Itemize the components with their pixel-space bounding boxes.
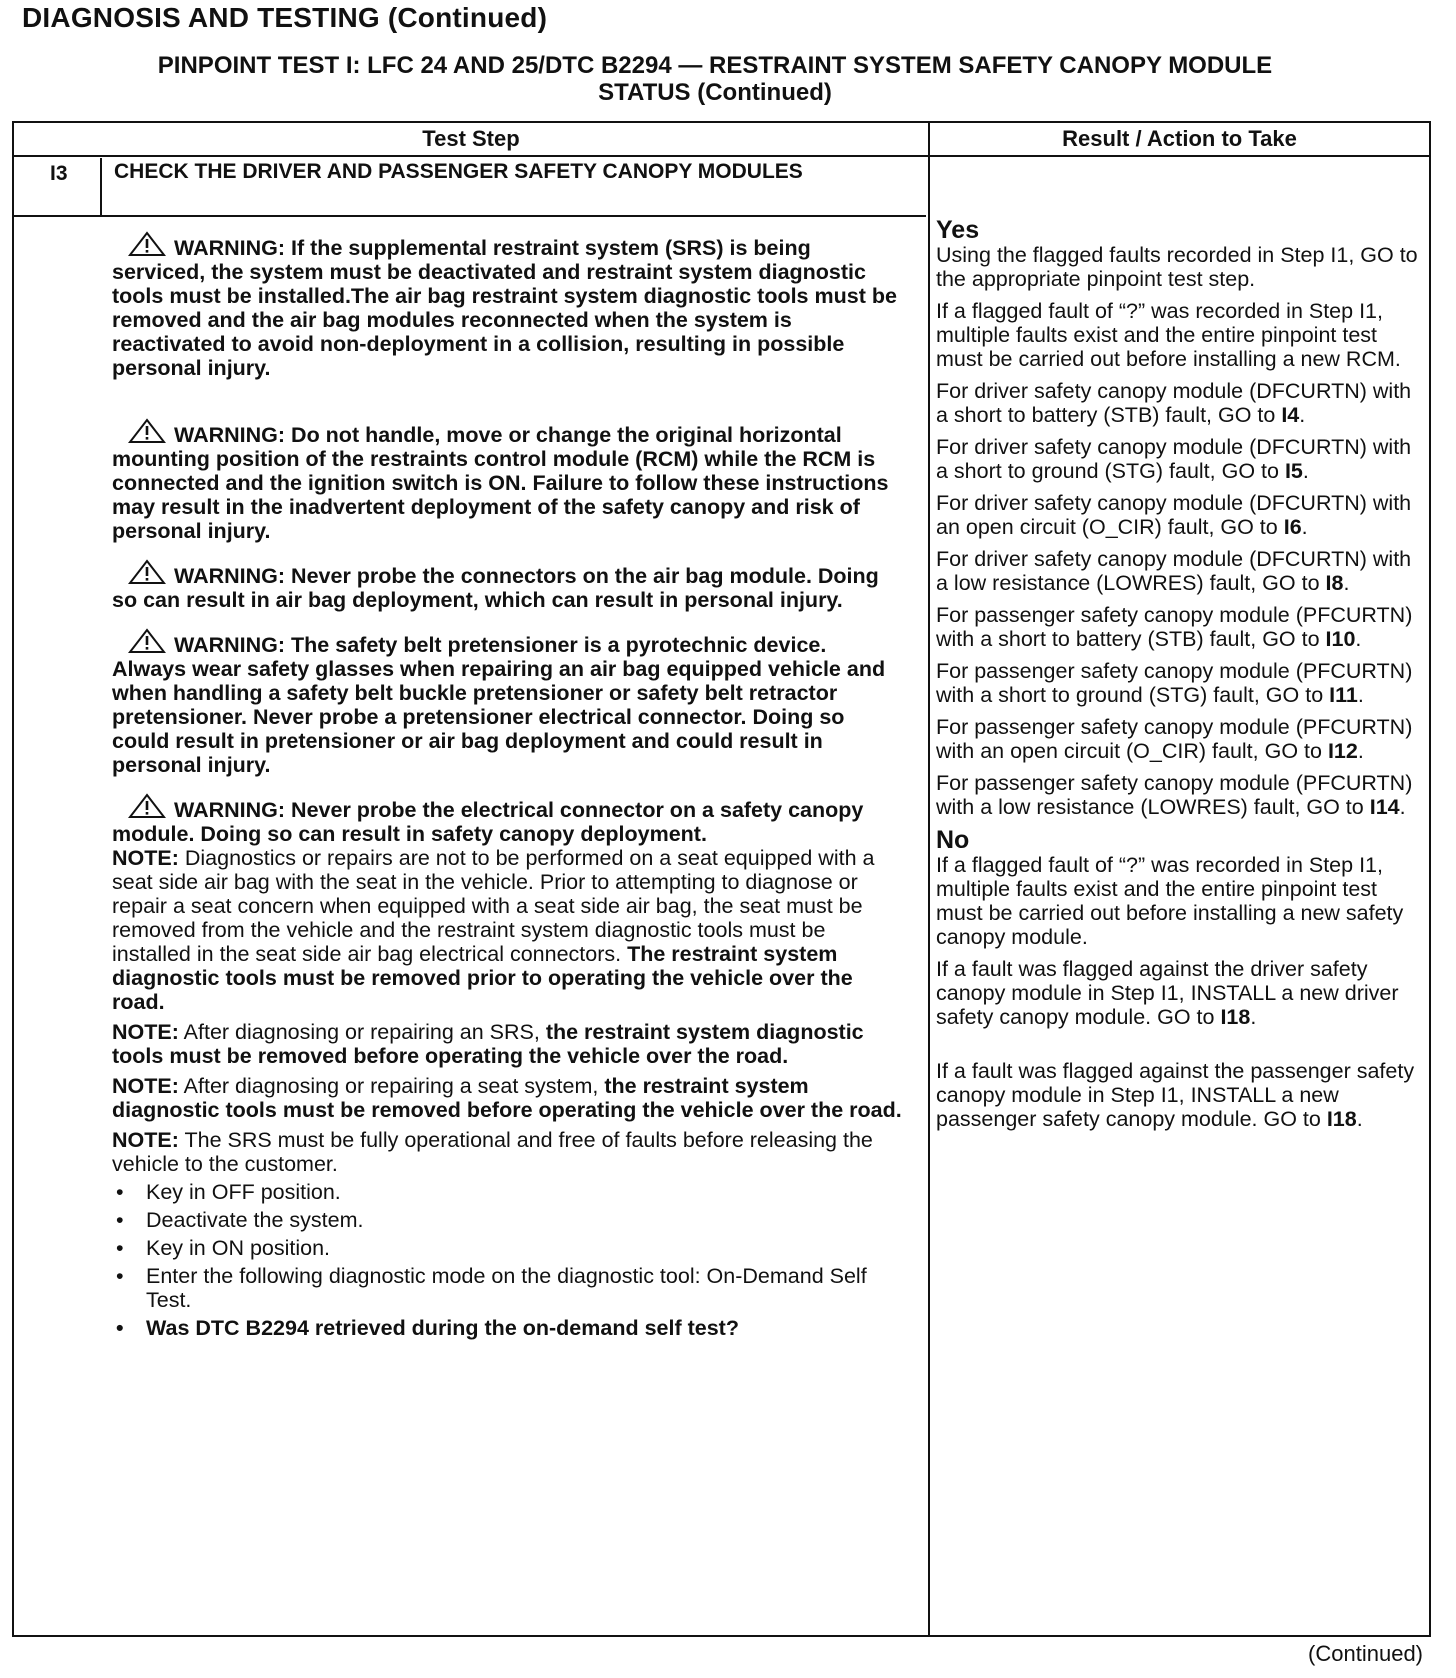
yes-action: For passenger safety canopy module (PFCURTN) with a short to ground (STG) fault, GO to I11. xyxy=(936,659,1413,707)
warning-triangle-icon xyxy=(128,418,166,444)
yes-action: For passenger safety canopy module (PFCURTN) with a short to battery (STB) fault, GO to I10. xyxy=(936,603,1413,651)
goto-step-link[interactable]: I6 xyxy=(1283,515,1302,539)
list-item: • Enter the following diagnostic mode on the diagnostic tool: On-Demand Self Test. xyxy=(112,1264,904,1312)
column-divider xyxy=(928,123,930,1635)
note-paragraph xyxy=(112,846,904,1014)
note-text: After diagnosing or repairing a seat system, xyxy=(178,1074,605,1098)
yes-action: For passenger safety canopy module (PFCURTN) with a low resistance (LOWRES) fault, GO to I14. xyxy=(936,771,1413,819)
warning-text: WARNING: Never probe the connectors on the air bag module. Doing so can result in air bag deployment, which can result in personal injury. xyxy=(112,564,879,612)
warning-triangle-icon xyxy=(128,231,166,257)
warning-text: WARNING: Never probe the electrical connector on a safety canopy module. Doing so can result in safety canopy deployment. xyxy=(112,798,864,846)
yes-action: For driver safety canopy module (DFCURTN) with an open circuit (O_CIR) fault, GO to I6. xyxy=(936,491,1412,539)
note-emphasis: The restraint system diagnostic tools must be removed prior to operating the vehicle over the road. xyxy=(112,942,853,1014)
action-text: For passenger safety canopy module (PFCURTN) with a short to battery (STB) fault, GO to xyxy=(936,603,1413,651)
header-row-divider xyxy=(14,155,1429,157)
goto-step-link[interactable]: I11 xyxy=(1329,683,1358,707)
warning-block xyxy=(112,418,904,543)
pinpoint-test-title-line2: STATUS (Continued) xyxy=(598,79,832,106)
col-header-test-step: Test Step xyxy=(422,126,520,151)
list-item: • Key in OFF position. xyxy=(112,1180,904,1204)
action-text: If a flagged fault of “?” was recorded in Step I1, multiple faults exist and the entire pinpoint test must be carried out before installing a new safety canopy module. xyxy=(936,853,1404,949)
action-text: For passenger safety canopy module (PFCURTN) with a low resistance (LOWRES) fault, GO to xyxy=(936,771,1413,819)
note-label: NOTE: xyxy=(112,1020,179,1044)
note-paragraph xyxy=(112,1074,904,1122)
warning-triangle-icon xyxy=(128,628,166,654)
goto-step-link[interactable]: I18 xyxy=(1220,1005,1251,1029)
note-label: NOTE: xyxy=(112,1074,179,1098)
warning-block xyxy=(112,793,904,846)
yes-action: For driver safety canopy module (DFCURTN) with a short to ground (STG) fault, GO to I5. xyxy=(936,435,1412,483)
note-text: The SRS must be fully operational and free of faults before releasing the vehicle to the customer. xyxy=(112,1128,873,1176)
list-item: • Key in ON position. xyxy=(112,1236,904,1260)
goto-step-link[interactable]: I10 xyxy=(1325,627,1356,651)
step-id: I3 xyxy=(14,158,102,215)
question-item: • Was DTC B2294 retrieved during the on-demand self test? xyxy=(112,1316,904,1340)
note-text: After diagnosing or repairing an SRS, xyxy=(178,1020,546,1044)
warning-block xyxy=(112,559,904,612)
no-action: If a fault was flagged against the passenger safety canopy module in Step I1, INSTALL a new passenger safety canopy module. GO to I18. xyxy=(936,1059,1415,1131)
no-action xyxy=(936,853,1426,949)
note-text: Diagnostics or repairs are not to be performed on a seat equipped with a seat side air bag with the seat in the vehicle. Prior to attempting to diagnose or repair a seat concern when equipped with a seat side air bag, the seat must be removed from the vehicle and the restraint system diagnostic tools must be installed in the seat side air bag electrical connectors. xyxy=(112,846,875,966)
section-title: DIAGNOSIS AND TESTING (Continued) xyxy=(22,2,548,33)
goto-step-link[interactable]: I4 xyxy=(1281,403,1300,427)
yes-action: For driver safety canopy module (DFCURTN) with a low resistance (LOWRES) fault, GO to I8. xyxy=(936,547,1412,595)
action-text: If a flagged fault of “?” was recorded in Step I1, multiple faults exist and the entire pinpoint test must be carried out before installing a new RCM. xyxy=(936,299,1401,371)
action-text: For driver safety canopy module (DFCURTN) with a short to battery (STB) fault, GO to xyxy=(936,379,1412,427)
goto-step-link[interactable]: I8 xyxy=(1325,571,1344,595)
note-label: NOTE: xyxy=(112,846,179,870)
warning-triangle-icon xyxy=(128,559,166,585)
list-item: • Deactivate the system. xyxy=(112,1208,904,1232)
pinpoint-test-title-line1: PINPOINT TEST I: LFC 24 AND 25/DTC B2294 — RESTRAINT SYSTEM SAFETY CANOPY MODULE xyxy=(157,52,1273,79)
note-paragraph xyxy=(112,1020,904,1068)
yes-label: Yes xyxy=(936,216,980,244)
action-text: For driver safety canopy module (DFCURTN) with a low resistance (LOWRES) fault, GO to xyxy=(936,547,1412,595)
action-text: For driver safety canopy module (DFCURTN) with an open circuit (O_CIR) fault, GO to xyxy=(936,491,1412,539)
goto-step-link[interactable]: I14 xyxy=(1369,795,1400,819)
action-text: For passenger safety canopy module (PFCURTN) with a short to ground (STG) fault, GO to xyxy=(936,659,1413,707)
result-action-body xyxy=(936,217,1426,1139)
note-emphasis: the restraint system diagnostic tools must be removed before operating the vehicle over the road. xyxy=(112,1020,864,1068)
warning-text: WARNING: If the supplemental restraint system (SRS) is being serviced, the system must be deactivated and restraint system diagnostic tools must be installed.The air bag restraint system diagnostic tools must be removed and the air bag modules reconnected when the system is reactivated to avoid non-deployment in a collision, resulting in possible personal injury. xyxy=(112,236,897,380)
note-label: NOTE: xyxy=(112,1128,179,1152)
goto-step-link[interactable]: I18 xyxy=(1326,1107,1357,1131)
step-title: CHECK THE DRIVER AND PASSENGER SAFETY CANOPY MODULES xyxy=(114,160,803,183)
procedure-list xyxy=(112,1180,904,1340)
warning-triangle-icon xyxy=(128,793,166,819)
note-emphasis: the restraint system diagnostic tools must be removed before operating the vehicle over the road. xyxy=(112,1074,902,1122)
pinpoint-test-table xyxy=(12,121,1431,1637)
warning-block xyxy=(112,231,904,380)
yes-action xyxy=(936,299,1426,371)
action-text: If a fault was flagged against the passenger safety canopy module in Step I1, INSTALL a new passenger safety canopy module. GO to xyxy=(936,1059,1415,1131)
test-step-body xyxy=(112,231,904,1344)
warning-block xyxy=(112,628,904,777)
action-text: For driver safety canopy module (DFCURTN) with a short to ground (STG) fault, GO to xyxy=(936,435,1412,483)
note-paragraph xyxy=(112,1128,904,1176)
continued-label: (Continued) xyxy=(1308,1641,1423,1666)
action-text: Using the flagged faults recorded in Step I1, GO to the appropriate pinpoint test step. xyxy=(936,243,1418,291)
yes-action xyxy=(936,243,1426,291)
col-header-result-action: Result / Action to Take xyxy=(1062,126,1297,151)
yes-action: For driver safety canopy module (DFCURTN) with a short to battery (STB) fault, GO to I4. xyxy=(936,379,1412,427)
step-row-divider xyxy=(14,215,926,217)
yes-action: For passenger safety canopy module (PFCURTN) with an open circuit (O_CIR) fault, GO to I12. xyxy=(936,715,1413,763)
no-label: No xyxy=(936,826,970,854)
pinpoint-test-title xyxy=(20,52,1410,106)
goto-step-link[interactable]: I12 xyxy=(1327,739,1358,763)
goto-step-link[interactable]: I5 xyxy=(1284,459,1303,483)
warning-text: WARNING: The safety belt pretensioner is a pyrotechnic device. Always wear safety glasses when repairing an air bag equipped vehicle and when handling a safety belt buckle pretensioner or safety belt retractor pretensioner. Never probe a pretensioner electrical connector. Doing so could result in pretensioner or air bag deployment and could result in personal injury. xyxy=(112,633,886,777)
action-text: For passenger safety canopy module (PFCURTN) with an open circuit (O_CIR) fault, GO to xyxy=(936,715,1413,763)
action-text: If a fault was flagged against the driver safety canopy module in Step I1, INSTALL a new driver safety canopy module. GO to xyxy=(936,957,1399,1029)
warning-text: WARNING: Do not handle, move or change the original horizontal mounting position of the restraints control module (RCM) while the RCM is connected and the ignition switch is ON. Failure to follow these instructions may result in the inadvertent deployment of the safety canopy and risk of personal injury. xyxy=(112,423,889,543)
no-action: If a fault was flagged against the driver safety canopy module in Step I1, INSTALL a new driver safety canopy module. GO to I18. xyxy=(936,957,1399,1029)
